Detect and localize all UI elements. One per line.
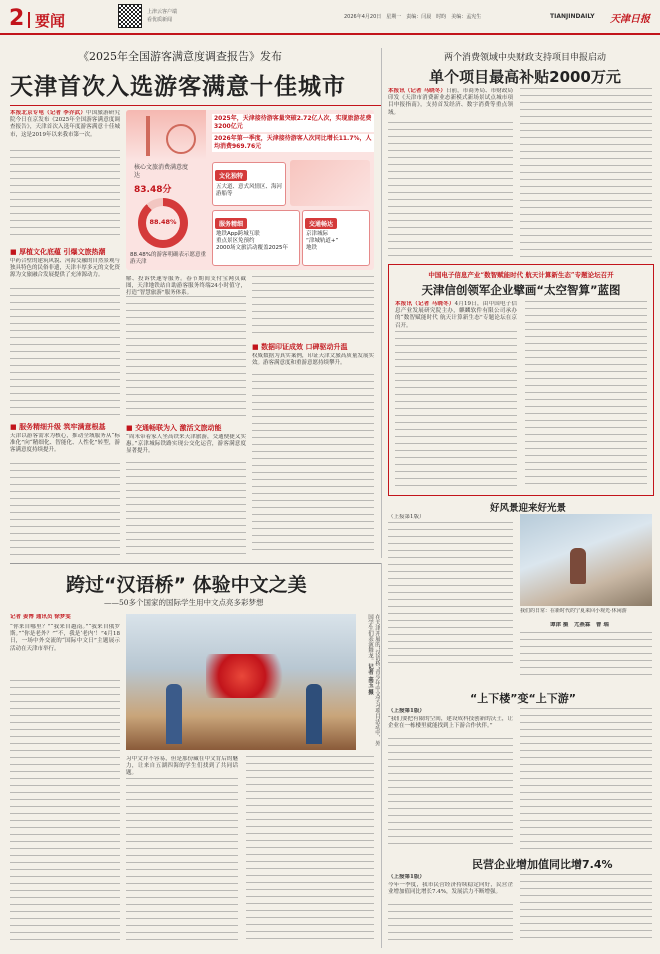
- landmark-illustration: [290, 160, 370, 206]
- lead-body-lines-3: [10, 463, 120, 555]
- private-body: 今年一季度，我市民营经济持续稳定向好，民营企业增加值同比增长7.4%，发展活力不断增强。: [388, 882, 513, 896]
- bridge-photo-credit: 记者 高玉 摄: [367, 663, 373, 695]
- private-lines-1: [388, 904, 513, 942]
- info-satisfaction-value: 83.48分: [134, 185, 172, 195]
- photo-story-lines-1: [388, 522, 513, 667]
- scenic-photo: [520, 514, 652, 606]
- photo-story-dateline: （上接第1版）: [388, 514, 425, 520]
- lead-subhead-1: ■ 厚植文化底蕴 引爆文旅热潮: [10, 248, 106, 256]
- date-line: 2026年4月20日 星期一 责编：闫晨 时昀 美编：孟宪生: [344, 14, 482, 20]
- info-headline-2: 2026年第一季度，天津接待游客人次同比增长11.7%，人均消费969.76元: [212, 134, 374, 152]
- section-name: 要闻: [35, 12, 66, 30]
- box-lines-2: [525, 301, 647, 489]
- traffic-box-title: 交通畅达: [305, 218, 337, 229]
- box-body-text: 4月19日，由中国电子信息产业发展研究院主办，麒麟软件有限公司承办的“数智赋能时代 航天计算新生态”专题论坛在京召开。: [395, 301, 517, 329]
- culture-box-title: 文化独特: [215, 170, 247, 181]
- upstairs-lines-2: [520, 708, 652, 850]
- lead-headline: 天津首次入选游客满意十佳城市: [10, 74, 346, 100]
- info-satisfaction-title: 核心文旅消费满意度达: [134, 164, 189, 179]
- box-headline: 天津信创领军企业擘画“太空智算”蓝图: [421, 283, 621, 297]
- upstairs-body: “我们要把有限的空间，建设成科技创新的沃土，让企业在一栋楼里就能找到上下游合作伙伴。”: [388, 716, 513, 730]
- info-headline-1: 2025年，天津接待游客量突破2.72亿人次，实现旅游花费3200亿元: [212, 114, 374, 132]
- bridge-byline: 记者 姜博 通讯员 徐梦雯: [10, 614, 71, 620]
- mid-col-body-2: “周末带着家人坐高铁来天津旅游，交通便捷又实惠。”京津城际铁路实现公交化运营，游客满意度显著提升。: [126, 434, 246, 455]
- gauge-value: 88.48%: [149, 218, 177, 226]
- bridge-headline: 跨过“汉语桥” 体验中文之美: [66, 574, 307, 596]
- scenic-photo-caption: 我们的日常：在新时代的宁夏来回小观光·休闲游: [520, 608, 627, 614]
- culture-box-item: 五大道、意式风情区、海河游船等: [216, 184, 283, 197]
- gauge-caption: 88.48%的游客明确表示愿意重游天津: [130, 252, 206, 265]
- mid-subhead-2: ■ 数据印证成效 口碑驱动升温: [252, 343, 348, 351]
- xinchuang-box: [388, 264, 654, 496]
- lead-subhead-2: ■ 服务精细升级 筑牢满意根基: [10, 423, 106, 431]
- upstairs-headline: “上下楼”变“上下游”: [470, 692, 576, 705]
- lead-body-3: 天津以游客需求为核心，推动全域服务从“标准化”向“精细化、智能化、人性化”转型，游客满意度持续提升。: [10, 433, 120, 454]
- bridge-body-2: 习中文并不容易，但是那份藏在中文背后的魅力，让来自五湖四海的学生们找到了共同话题。: [126, 756, 238, 777]
- mid-col-lines-1: [126, 296, 246, 416]
- bridge-photo-caption: 在天津开展的“汉语桥”青少年中文学习项目活动中，外国学生们表演舞龙。: [367, 614, 380, 747]
- service-box-item-2: 重点景区免预约: [216, 238, 255, 244]
- page-number: 2: [9, 6, 25, 31]
- right-body: [388, 88, 513, 117]
- photo-story-lines-2: [520, 632, 652, 680]
- lead-body-lines-1: [10, 150, 120, 240]
- mid-col-lines-2: [126, 462, 246, 555]
- bridge-body: “你来自哪里？”“我来自越南。”“我来自俄罗斯。”“你是老外？”“不，我是‘老内’！”4月18日，一场中外交流的“国际中文日”主题展示活动在天津市举行。: [10, 624, 120, 652]
- bridge-lines-3: [246, 756, 374, 942]
- traffic-box: [302, 210, 370, 266]
- right-lines-1: [388, 122, 513, 258]
- private-headline: 民营企业增加值同比增7.4%: [472, 858, 613, 871]
- box-kicker: 中国电子信息产业“数智赋能时代 航天计算新生态”专题论坛召开: [428, 271, 614, 279]
- scenic-photo-credit: 谭津 摄 尤燕霖 曹 瑞: [550, 622, 609, 628]
- paper-en: TIANJINDAILY: [550, 13, 595, 20]
- bridge-lines-2: [126, 778, 238, 942]
- private-dateline: （上接第1版）: [388, 874, 425, 880]
- bridge-subhead: ——50多个国家的国际学生用中文点亮多彩梦想: [104, 598, 264, 607]
- traffic-box-item-1: 京津城际: [306, 231, 329, 237]
- masthead: [0, 0, 660, 44]
- traffic-box-item-2: “津城轨道+”: [306, 238, 339, 244]
- right-body-text: 日前，市商务局、市财政局印发《天津市消费新业态新模式新场景试点城市项目申报指南》，支持首发经济、数字消费等重点领域。: [388, 88, 513, 116]
- qr-caption-1: 上津云客户端: [147, 9, 178, 15]
- dragon-dance-figure: [206, 654, 296, 698]
- mid-col-body: 解、投诉快速等服务。春节期间支付宝网页截图，天津地铁站自助游客服务终端24小时值守，打造“智慧旅游”服务体系。: [126, 276, 246, 297]
- lead-body-lines-2: [10, 288, 120, 416]
- photo-story-headline: 好风景迎来好光景: [490, 503, 567, 514]
- photo-figure: [570, 548, 586, 584]
- mid-col-lines-4: [252, 374, 374, 555]
- right-byline: 本报讯（记者 马晓冬）: [388, 88, 446, 94]
- bridge-photo: [126, 614, 356, 750]
- lead-rule: [10, 105, 382, 106]
- culture-box: [212, 162, 286, 206]
- qr-caption-2: 看优质新闻: [147, 17, 173, 23]
- col-divider-bottom: [381, 563, 382, 948]
- service-box-title: 服务精细: [215, 218, 247, 229]
- qr-code-icon: [118, 4, 142, 28]
- mid-subhead-2-text: 数据印证成效 口碑驱动升温: [261, 343, 348, 351]
- private-lines-2: [520, 874, 652, 942]
- satisfaction-gauge: [138, 198, 188, 248]
- lead-byline: [10, 110, 120, 139]
- service-box-item-1: 地铁App跨城互联: [216, 231, 260, 237]
- tower-icon: [146, 116, 150, 156]
- performer-1: [166, 684, 182, 744]
- infographic: [126, 110, 374, 270]
- right-kicker: 两个消费领域中央财政支持项目申报启动: [443, 53, 606, 63]
- bridge-lines-1: [10, 680, 120, 942]
- right-headline: 单个项目最高补贴2000万元: [429, 68, 621, 86]
- box-body: [395, 301, 517, 330]
- box-byline: 本报讯（记者 马晓冬）: [395, 301, 455, 307]
- lead-body-1: 中国旅游研究院今日在京发布《2025年全国游客满意度调查报告》，天津首次入选年度游客满意十佳城市，这是2019年以来我市第一次。: [10, 110, 120, 138]
- bridge-top-rule: [10, 563, 382, 564]
- paper-logo: 天津日报: [610, 14, 650, 25]
- lead-byline-text: 本报北京专电（记者 李乔武）: [10, 110, 87, 116]
- mid-col-body-3: 权威数据为真实案例，印证天津文旅高质量发展实效。游客满意度和重游意愿持续攀升。: [252, 353, 374, 367]
- service-box-item-3: 2000场文旅活动覆盖2025年: [216, 245, 288, 251]
- lead-body-2: 中药合壁的建筑风貌、河海交融的自然景观与独具特色的民俗非遗，天津丰厚多元的文化资源为文旅融合发展提供了充沛源动力。: [10, 258, 120, 279]
- masthead-rule: [0, 33, 660, 35]
- upstairs-lines-1: [388, 738, 513, 850]
- mid-col-lines-3: [252, 276, 374, 336]
- traffic-box-item-3: 地铁: [306, 245, 318, 251]
- mid-subhead-1: ■ 交通畅联为入 激活文旅动能: [126, 424, 222, 432]
- bridge-photo-caption-vertical: [360, 614, 380, 750]
- service-box: [212, 210, 300, 266]
- performer-2: [306, 684, 322, 744]
- lead-kicker: 《2025年全国游客满意度调查报告》发布: [78, 50, 282, 63]
- wheel-icon: [166, 124, 196, 154]
- box-lines-1: [395, 331, 517, 489]
- lead-subhead-2-text: 服务精细升级 筑牢满意根基: [19, 423, 106, 431]
- upstairs-dateline: （上接第1版）: [388, 708, 425, 714]
- col-divider-lead: [381, 48, 382, 558]
- mid-subhead-1-text: 交通畅联为入 激活文旅动能: [135, 424, 222, 432]
- lead-subhead-1-text: 厚植文化底蕴 引爆文旅热潮: [19, 248, 106, 256]
- section-divider: [28, 12, 30, 28]
- right-lines-2: [520, 88, 652, 258]
